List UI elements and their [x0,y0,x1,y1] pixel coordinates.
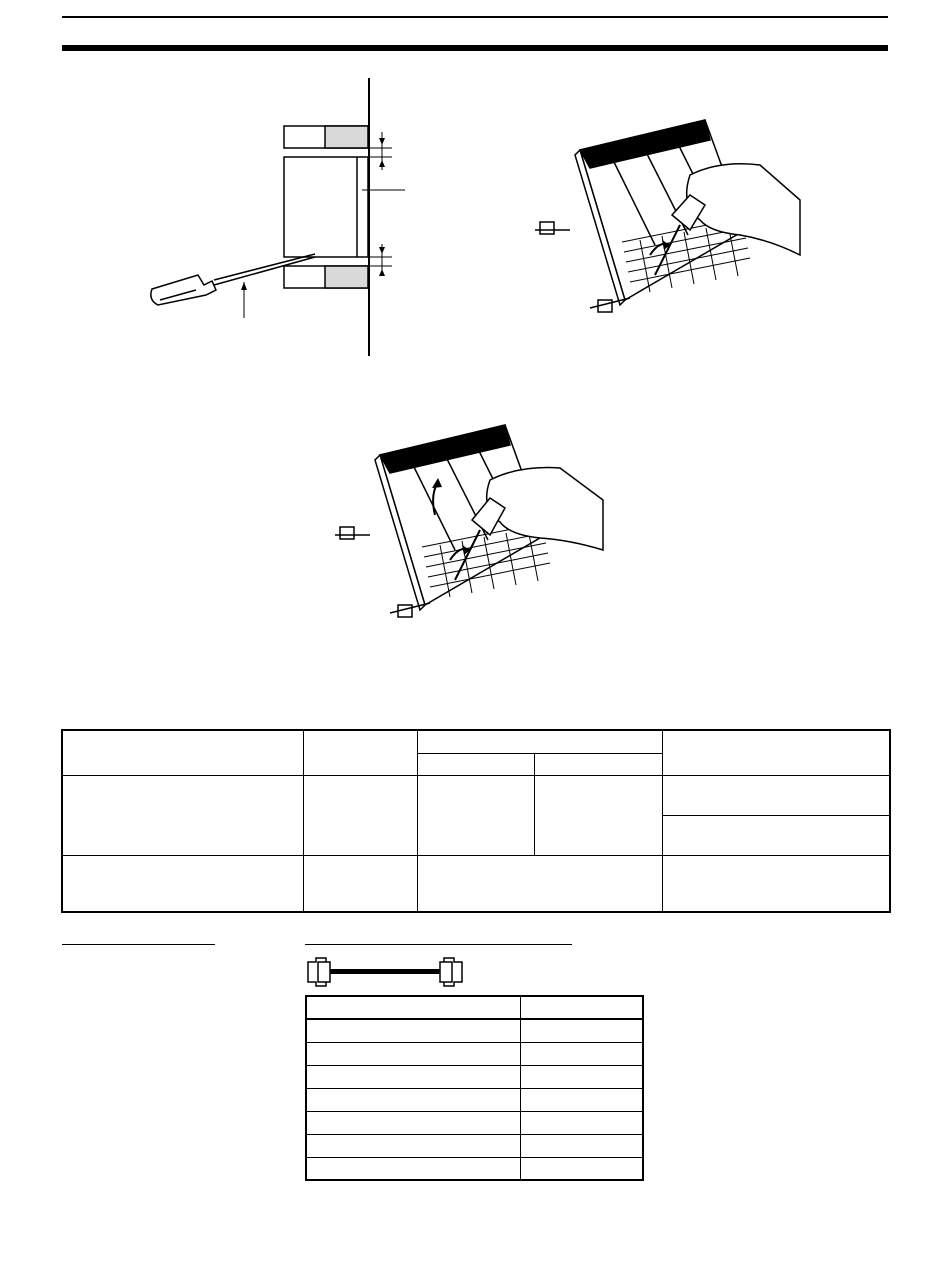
spec-header-cell [417,730,662,753]
cable-cell [520,1065,643,1088]
spec-cell [303,855,417,912]
cable-column-header [520,996,643,1019]
cable-cell [306,1157,520,1180]
cable-cell [520,1088,643,1111]
cable-cell [520,1111,643,1134]
cable-cell [520,1042,643,1065]
spec-cell [662,855,890,912]
cable-cell [520,1134,643,1157]
cable-table [305,995,644,1181]
header-top-rule [62,16,888,18]
spec-cell [662,775,890,815]
spec-cell [303,775,417,855]
cable-cell [306,1088,520,1111]
cable-cell [520,1157,643,1180]
cable-icon [300,955,470,990]
spec-cell [534,775,662,855]
spec-subheader-cell [417,753,534,775]
spec-header-cell [62,730,303,775]
spec-header-cell [303,730,417,775]
cable-cell [520,1019,643,1042]
cable-section-right-rule [305,944,572,945]
spec-cell [662,815,890,855]
cable-cell [306,1111,520,1134]
spec-cell [417,855,662,912]
spec-subheader-cell [534,753,662,775]
cable-column-header [306,996,520,1019]
header-thick-rule [62,45,888,51]
specification-table [61,729,891,913]
screw-tightening-figure [535,115,810,320]
cable-cell [306,1019,520,1042]
spec-cell [62,855,303,912]
unit-removal-figure [335,420,610,625]
mounting-detail-figure [140,75,420,365]
cable-section-left-rule [62,944,215,945]
spec-header-cell [662,730,890,775]
spec-cell [417,775,534,855]
spec-cell [62,775,303,855]
cable-cell [306,1134,520,1157]
cable-cell [306,1065,520,1088]
cable-cell [306,1042,520,1065]
